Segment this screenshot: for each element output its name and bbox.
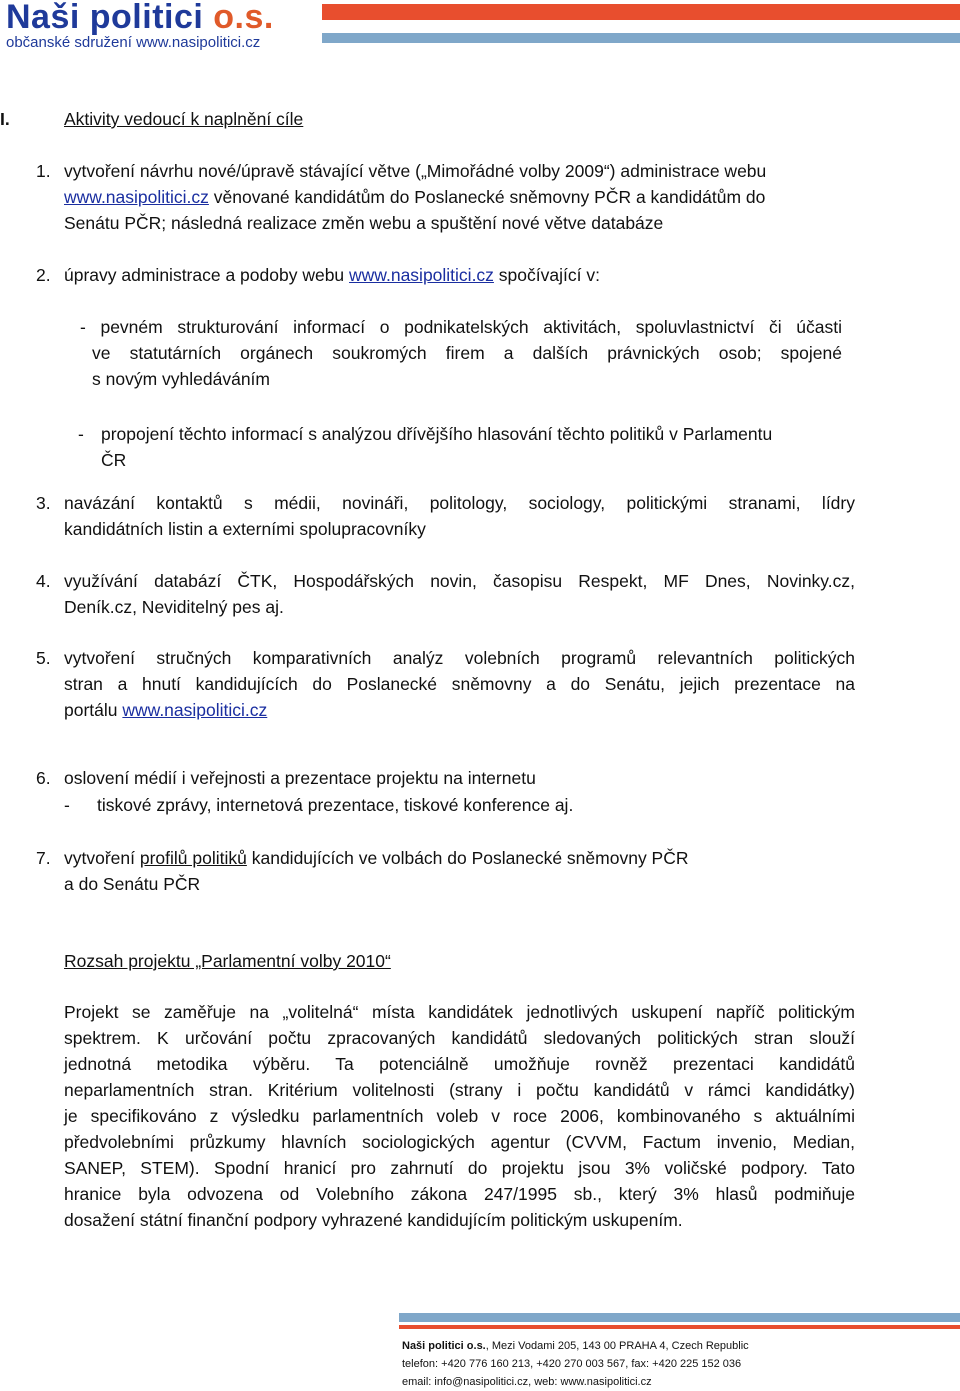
header-blue-bar [322, 33, 960, 43]
item-7-text-2: kandidujících ve volbách do Poslanecké sněmovny PČR [246, 848, 689, 868]
item-2-line [64, 262, 600, 288]
item-5-line-2: stran a hnutí kandidujících do Poslanecké sněmovny a do Senátu, jejich prezentace na [64, 674, 855, 694]
item-2b-line-2: ČR [101, 450, 127, 470]
section-2-line-6: předvolebními průzkumy hlavních sociologických agentur (CVVM, Factum invenio, Median, [64, 1132, 855, 1152]
logo-title-text: Naši politici [6, 0, 204, 36]
item-5-line-3-text: portálu [64, 700, 123, 720]
item-7-line-1 [64, 845, 689, 871]
section-number: I. [0, 109, 10, 129]
header-red-bar [322, 4, 960, 20]
footer-phones: telefon: +420 776 160 213, +420 270 003 567, fax: +420 225 152 036 [402, 1358, 742, 1370]
item-2-link[interactable]: www.nasipolitici.cz [349, 265, 494, 285]
item-7-number: 7. [36, 848, 51, 868]
section-2-line-8: hranice byla odvozena od Volebního zákona 247/1995 sb., který 3% hlasů podmiňuje [64, 1184, 855, 1204]
section-2-line-1: Projekt se zaměřuje na „volitelná“ místa kandidátek jednotlivých uskupení napříč politickým [64, 1002, 855, 1022]
footer-email-web: email: info@nasipolitici.cz, web: www.nasipolitici.cz [402, 1376, 652, 1388]
item-5-line-1: vytvoření stručných komparativních analýz volebních programů relevantních politických [64, 648, 855, 668]
item-6-dash: - [64, 795, 70, 815]
item-7-text-1: vytvoření [64, 848, 140, 868]
section-2-line-4: neparlamentních stran. Kritérium volitelnosti (strany i počtu kandidátů v rámci kandidátky) [64, 1080, 855, 1100]
item-3-line-1: navázání kontaktů s médii, novináři, politology, sociology, politickými stranami, lídry [64, 493, 855, 513]
item-2-rest: spočívající v: [493, 265, 600, 285]
item-6-line-1: oslovení médií i veřejnosti a prezentace projektu na internetu [64, 768, 536, 788]
section-2-line-5: je specifikováno z výsledku parlamentních voleb v roce 2006, kombinovaného s aktuálními [64, 1106, 855, 1126]
logo-title-suffix: o.s. [213, 0, 274, 36]
item-2-number: 2. [36, 265, 51, 285]
item-5-line-3 [64, 697, 267, 723]
section-2-line-3: jednotná metodika výběru. Ta potenciálně umožňuje rovněž prezentaci kandidátů [64, 1054, 855, 1074]
item-2-text: úpravy administrace a podoby webu [64, 265, 350, 285]
item-2a-line-3: s novým vyhledáváním [92, 369, 270, 389]
item-3-number: 3. [36, 493, 51, 513]
item-2a-line-1: - pevném strukturování informací o podnikatelských aktivitách, spoluvlastnictví či účasti [80, 317, 842, 337]
footer-blue-bar [399, 1313, 960, 1322]
item-6-sub: tiskové zprávy, internetová prezentace, tiskové konference aj. [97, 795, 574, 815]
item-2a-line-2: ve statutárních orgánech soukromých firem a dalších právnických osob; spojené [92, 343, 842, 363]
section-2-line-7: SANEP, STEM). Spodní hranicí pro zahrnutí do projektu jsou 3% voličské podpory. Tato [64, 1158, 855, 1178]
item-4-line-2: Deník.cz, Neviditelný pes aj. [64, 597, 284, 617]
section-title: Aktivity vedoucí k naplnění cíle [64, 109, 304, 129]
footer-red-bar [399, 1325, 960, 1329]
item-2b-line-1: propojení těchto informací s analýzou dřívějšího hlasování těchto politiků v Parlamentu [101, 424, 773, 444]
item-7-line-2: a do Senátu PČR [64, 874, 201, 894]
item-5-number: 5. [36, 648, 51, 668]
item-2b-dash: - [78, 424, 84, 444]
item-1-number: 1. [36, 161, 51, 181]
section-2-last-line: dosažení státní finanční podpory vyhrazené kandidujícím politickým uskupením. [64, 1210, 683, 1230]
item-6-number: 6. [36, 768, 51, 788]
item-1-link[interactable]: www.nasipolitici.cz [64, 187, 209, 207]
footer-address: , Mezi Vodami 205, 143 00 PRAHA 4, Czech Republic [485, 1340, 749, 1352]
logo-title [6, 0, 274, 37]
item-4-number: 4. [36, 571, 51, 591]
item-4-line-1: využívání databází ČTK, Hospodářských novin, časopisu Respekt, MF Dnes, Novinky.cz, [64, 571, 855, 591]
section-2-line-2: spektrem. K určování počtu zpracovaných kandidátů sledovaných politických stran slouží [64, 1028, 855, 1048]
item-1-line-3: Senátu PČR; následná realizace změn webu a spuštění nové větve databáze [64, 213, 664, 233]
footer-org: Naši politici o.s. [402, 1340, 486, 1352]
item-1-line-2 [64, 184, 765, 210]
logo-subtitle: občanské sdružení www.nasipolitici.cz [6, 34, 261, 51]
item-5-link[interactable]: www.nasipolitici.cz [122, 700, 268, 720]
item-1-line-1: vytvoření návrhu nové/úpravě stávající větve („Mimořádné volby 2009“) administrace webu [64, 161, 767, 181]
footer-address-line [402, 1339, 749, 1353]
item-7-underlined: profilů politiků [139, 848, 247, 868]
item-1-line-2-rest: věnované kandidátům do Poslanecké sněmovny PČR a kandidátům do [208, 187, 766, 207]
item-3-line-2: kandidátních listin a externími spolupracovníky [64, 519, 426, 539]
section-2-heading: Rozsah projektu „Parlamentní volby 2010“ [64, 951, 391, 971]
